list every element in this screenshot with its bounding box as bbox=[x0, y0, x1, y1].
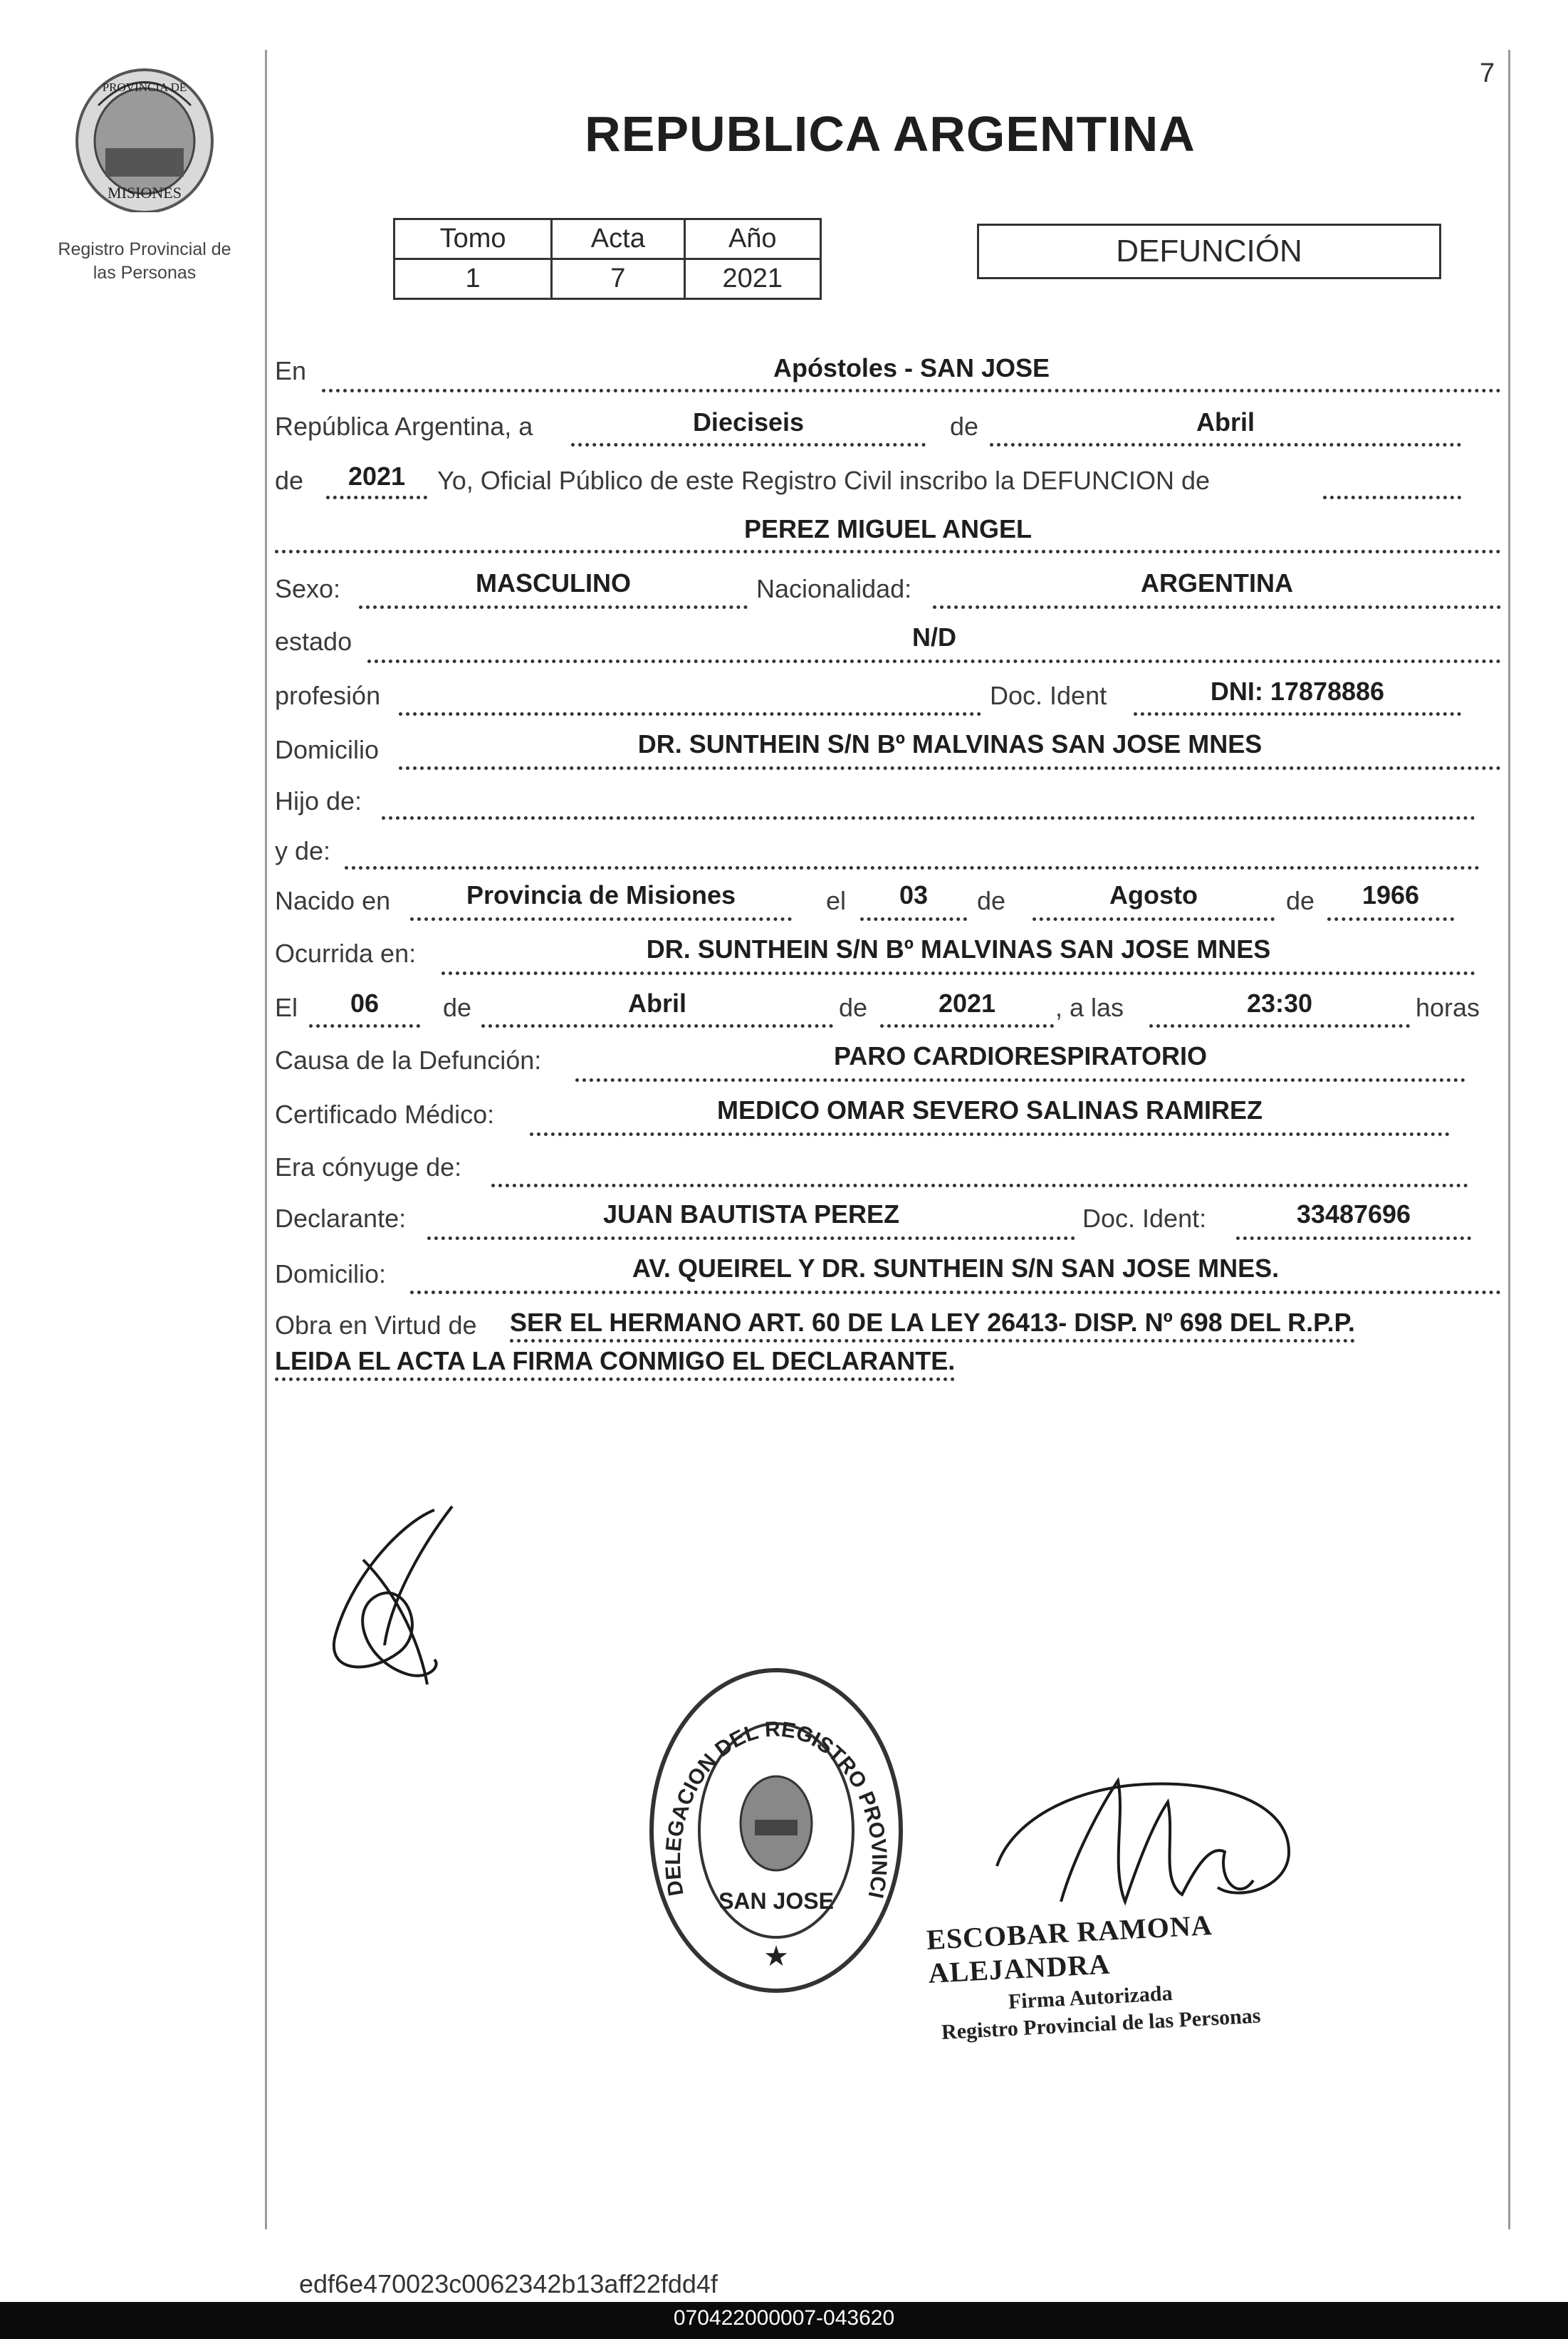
label-declarante-doc: Doc. Ident: bbox=[1082, 1204, 1207, 1233]
label-domicilio: Domicilio bbox=[275, 735, 380, 764]
signatory-office: Registro Provincial de las Personas bbox=[941, 2004, 1262, 2045]
dots-nacido-mes bbox=[1033, 917, 1275, 921]
label-de-anio: de bbox=[275, 466, 304, 495]
field-declarante: JUAN BAUTISTA PEREZ bbox=[602, 1199, 900, 1229]
field-estado: N/D bbox=[912, 622, 956, 652]
field-defuncion-mes: Abril bbox=[627, 989, 686, 1018]
label-nacido-de-mes: de bbox=[977, 886, 1006, 915]
label-certificado: Certificado Médico: bbox=[275, 1100, 495, 1129]
field-defuncion-dia: 06 bbox=[350, 989, 380, 1018]
left-margin-line bbox=[265, 50, 267, 2229]
field-mes: Abril bbox=[1196, 407, 1255, 437]
label-defuncion-de-anio: de bbox=[839, 993, 868, 1022]
label-republica: República Argentina, a bbox=[275, 412, 533, 441]
header-acta: Acta bbox=[552, 219, 684, 259]
record-type-box bbox=[977, 224, 1441, 279]
label-y-de: y de: bbox=[275, 836, 331, 865]
label-profesion: profesión bbox=[275, 681, 381, 710]
label-ocurrida-en: Ocurrida en: bbox=[275, 939, 417, 968]
dots-causa bbox=[575, 1078, 1465, 1082]
label-nacionalidad: Nacionalidad: bbox=[756, 574, 912, 603]
label-causa: Causa de la Defunción: bbox=[275, 1046, 542, 1075]
label-horas: horas bbox=[1416, 993, 1480, 1022]
svg-text:★: ★ bbox=[763, 1941, 789, 1972]
document-hash: edf6e470023c0062342b13aff22fdd4f bbox=[299, 2269, 718, 2298]
dots-nacido-anio bbox=[1327, 917, 1454, 921]
dots-y-de bbox=[345, 866, 1480, 870]
field-nacido-mes: Agosto bbox=[1109, 880, 1198, 910]
official-signature bbox=[983, 1759, 1310, 1930]
value-tomo: 1 bbox=[394, 259, 552, 299]
logo-caption bbox=[41, 238, 248, 284]
dots-profesion bbox=[399, 712, 981, 716]
field-ocurrida-en: DR. SUNTHEIN S/N Bº MALVINAS SAN JOSE MNES bbox=[646, 934, 1271, 964]
label-nacido-el: el bbox=[826, 886, 847, 915]
field-declarante-domicilio: AV. QUEIREL Y DR. SUNTHEIN S/N SAN JOSE MNES. bbox=[632, 1254, 1280, 1283]
value-acta: 7 bbox=[552, 259, 684, 299]
field-nacido-anio: 1966 bbox=[1361, 880, 1420, 910]
field-anio: 2021 bbox=[347, 462, 406, 491]
field-causa: PARO CARDIORESPIRATORIO bbox=[833, 1041, 1208, 1070]
dots-defuncion-dia bbox=[309, 1024, 420, 1028]
label-hijo-de: Hijo de: bbox=[275, 786, 362, 816]
field-lugar: Apóstoles - SAN JOSE bbox=[773, 353, 1050, 382]
field-domicilio: DR. SUNTHEIN S/N Bº MALVINAS SAN JOSE MNES bbox=[637, 729, 1263, 759]
signatory-block bbox=[926, 1904, 1302, 2046]
label-a-las: , a las bbox=[1055, 993, 1124, 1022]
document-id: 070422000007-043620 bbox=[673, 2306, 895, 2330]
dots-declarante-domicilio bbox=[410, 1291, 1501, 1294]
dots-conyuge bbox=[491, 1184, 1468, 1187]
label-declarante: Declarante: bbox=[275, 1204, 407, 1233]
dots-nacionalidad bbox=[933, 605, 1501, 609]
dots-defuncion-anio bbox=[880, 1024, 1054, 1028]
field-defuncion-hora: 23:30 bbox=[1246, 989, 1313, 1018]
label-en: En bbox=[275, 356, 307, 385]
dots-nacido-dia bbox=[860, 917, 967, 921]
dots-declarante bbox=[427, 1236, 1075, 1240]
field-obra-line1: SER EL HERMANO ART. 60 DE LA LEY 26413- DISP. Nº 698 DEL R.P.P. bbox=[510, 1308, 1355, 1343]
svg-text:SAN JOSE: SAN JOSE bbox=[718, 1888, 834, 1914]
dots-oficial-tail bbox=[1323, 496, 1461, 499]
label-nacido-en: Nacido en bbox=[275, 886, 391, 915]
dots-defuncion-mes bbox=[481, 1024, 833, 1028]
field-sexo: MASCULINO bbox=[476, 568, 631, 598]
dots-estado bbox=[367, 660, 1501, 663]
dots-ocurrida-en bbox=[441, 971, 1475, 975]
label-defuncion-de-mes: de bbox=[443, 993, 472, 1022]
logo-caption-line1: Registro Provincial de bbox=[58, 239, 231, 259]
label-doc-ident: Doc. Ident bbox=[990, 681, 1107, 710]
label-yo-oficial: Yo, Oficial Público de este Registro Civil inscribo la DEFUNCION de bbox=[437, 466, 1211, 495]
field-obra-line2: LEIDA EL ACTA LA FIRMA CONMIGO EL DECLARANTE. bbox=[275, 1346, 955, 1381]
header-tomo: Tomo bbox=[394, 219, 552, 259]
field-fallecido: PEREZ MIGUEL ANGEL bbox=[743, 514, 1033, 543]
page-number: 7 bbox=[1480, 58, 1495, 88]
dots-declarante-doc bbox=[1236, 1236, 1471, 1240]
label-conyuge: Era cónyuge de: bbox=[275, 1152, 462, 1182]
dots-anio bbox=[326, 496, 427, 499]
field-nacido-dia: 03 bbox=[899, 880, 929, 910]
declarant-signature bbox=[320, 1496, 477, 1695]
label-sexo: Sexo: bbox=[275, 574, 341, 603]
value-anio: 2021 bbox=[684, 259, 820, 299]
right-margin-line bbox=[1508, 50, 1510, 2229]
label-nacido-de-anio: de bbox=[1286, 886, 1315, 915]
dots-domicilio bbox=[399, 766, 1501, 770]
svg-text:PROVINCIA DE: PROVINCIA DE bbox=[102, 80, 187, 94]
logo-caption-line2: las Personas bbox=[93, 262, 197, 283]
provincial-logo bbox=[70, 63, 219, 212]
dots-certificado bbox=[530, 1132, 1450, 1136]
page-title: REPUBLICA ARGENTINA bbox=[585, 106, 1196, 162]
signatory-role: Firma Autorizada bbox=[1008, 1981, 1174, 2014]
field-defuncion-anio: 2021 bbox=[938, 989, 996, 1018]
svg-text:DELEGACION DEL REGISTRO PROVIN: DELEGACION DEL REGISTRO PROVINCI bbox=[661, 1717, 892, 1900]
dots-hijo-de bbox=[382, 816, 1475, 820]
header-anio: Año bbox=[684, 219, 820, 259]
signatory-name: ESCOBAR RAMONA ALEJANDRA bbox=[926, 1909, 1212, 1989]
dots-lugar bbox=[322, 389, 1501, 392]
dots-defuncion-hora bbox=[1149, 1024, 1410, 1028]
field-dia: Dieciseis bbox=[692, 407, 805, 437]
label-declarante-domicilio: Domicilio: bbox=[275, 1259, 387, 1288]
dots-fallecido bbox=[275, 550, 1501, 553]
label-estado: estado bbox=[275, 627, 352, 656]
label-obra-en-virtud: Obra en Virtud de bbox=[275, 1311, 477, 1340]
field-nacido-en: Provincia de Misiones bbox=[466, 880, 736, 910]
dots-nacido-en bbox=[410, 917, 792, 921]
field-certificado: MEDICO OMAR SEVERO SALINAS RAMIREZ bbox=[716, 1095, 1263, 1125]
record-table bbox=[393, 218, 822, 300]
label-de-mes: de bbox=[950, 412, 979, 441]
field-doc-ident: DNI: 17878886 bbox=[1210, 677, 1385, 706]
record-type: DEFUNCIÓN bbox=[1116, 234, 1302, 269]
dots-dia bbox=[571, 443, 926, 447]
dots-mes bbox=[990, 443, 1461, 447]
field-nacionalidad: ARGENTINA bbox=[1141, 568, 1293, 598]
svg-text:MISIONES: MISIONES bbox=[108, 184, 182, 202]
label-el: El bbox=[275, 993, 298, 1022]
official-seal bbox=[641, 1660, 911, 2001]
field-declarante-doc: 33487696 bbox=[1296, 1199, 1411, 1229]
dots-doc-ident bbox=[1134, 712, 1461, 716]
dots-sexo bbox=[359, 605, 748, 609]
